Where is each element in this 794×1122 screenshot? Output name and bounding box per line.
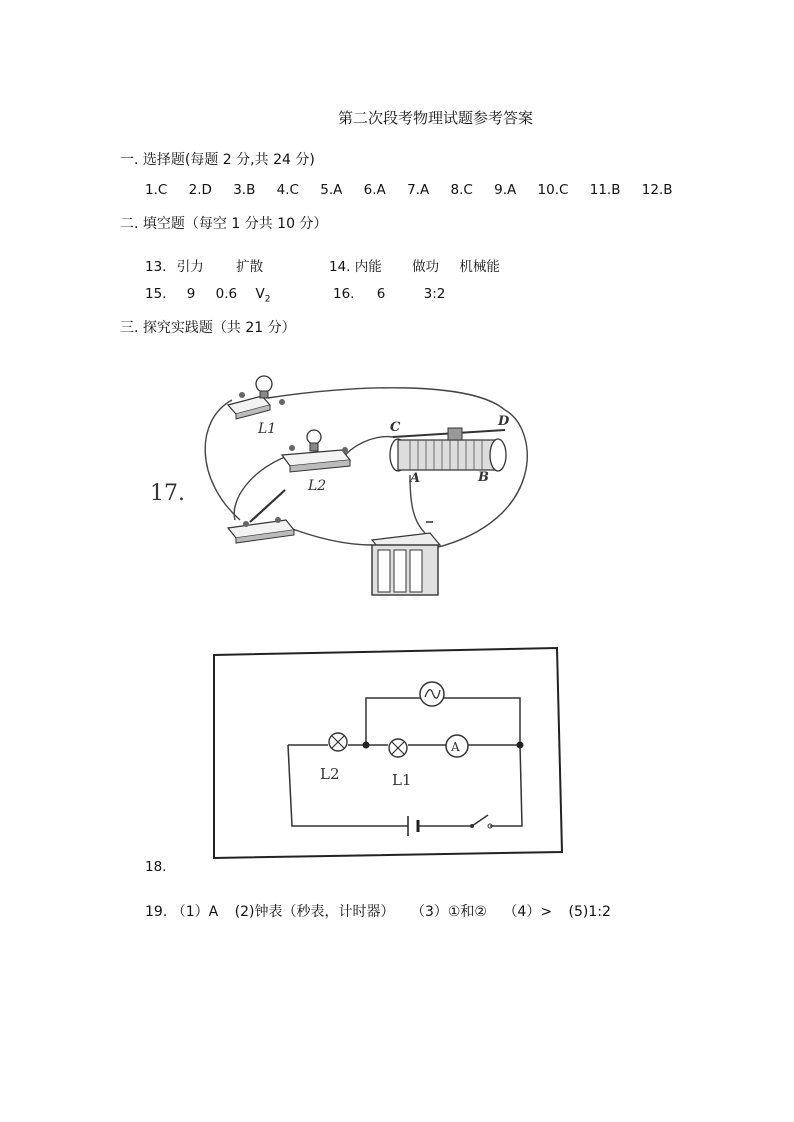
answer-9: 9.A <box>494 182 517 198</box>
q13-answer-a: 引力 <box>176 259 204 275</box>
q15-answer-b: 0.6 <box>215 286 238 302</box>
lamp-l1 <box>228 376 285 437</box>
switch-symbol <box>470 815 492 828</box>
answer-7: 7.A <box>407 182 430 198</box>
lamp-l1-symbol <box>389 739 412 789</box>
lamp-l2-symbol-label: L2 <box>320 765 340 783</box>
section2-heading: 二. 填空题（每空 1 分共 10 分） <box>120 216 328 232</box>
answer-2: 2.D <box>188 182 212 198</box>
battery-box <box>372 522 440 595</box>
answer-10: 10.C <box>537 182 569 198</box>
section1-heading: 一. 选择题(每题 2 分,共 24 分) <box>120 152 315 168</box>
q14-row <box>329 255 500 275</box>
q16-answer-a: 6 <box>376 286 386 302</box>
q18-wires <box>288 698 522 826</box>
terminal-b-label: B <box>478 470 489 485</box>
q18-label: 18. <box>145 859 167 875</box>
q15-answer-c <box>255 286 271 305</box>
answer-12: 12.B <box>641 182 673 198</box>
q19-row <box>145 901 611 921</box>
voltmeter <box>420 682 444 706</box>
q19-part2: (2)钟表（秒表，计时器） <box>234 904 395 920</box>
answer-4: 4.C <box>276 182 299 198</box>
lamp-l1-symbol-label: L1 <box>392 771 412 789</box>
answer-1: 1.C <box>145 182 168 198</box>
terminal-a-label: A <box>410 471 421 486</box>
q15-answer-c-letter: V <box>255 286 265 302</box>
answer-3: 3.B <box>233 182 256 198</box>
q14-number: 14. <box>329 259 351 275</box>
q17-label: 17. <box>150 481 185 506</box>
page-title: 第二次段考物理试题参考答案 <box>338 109 534 127</box>
q17-circuit-drawing <box>140 365 560 610</box>
lamp-l2-symbol <box>320 733 347 783</box>
q16-answer-b: 3:2 <box>423 286 446 302</box>
q19-part1: （1）A <box>171 904 219 920</box>
q19-part4: （4）> <box>503 904 553 920</box>
junction-left <box>363 742 370 749</box>
rheostat <box>390 414 510 486</box>
ammeter-label: A <box>451 740 460 754</box>
battery-symbol <box>408 816 418 836</box>
q15-answer-a: 9 <box>186 286 196 302</box>
answer-11: 11.B <box>589 182 621 198</box>
section3-heading: 三. 探究实践题（共 21 分） <box>120 320 296 336</box>
q14-answer-c: 机械能 <box>459 259 500 275</box>
junction-right <box>517 742 524 749</box>
lamp-l1-label: L1 <box>258 421 277 437</box>
q19-number: 19. <box>145 904 168 920</box>
q15-answer-c-subscript: 2 <box>264 294 271 305</box>
answer-5: 5.A <box>320 182 343 198</box>
lamp-l2-label: L2 <box>308 478 327 494</box>
q15-number: 15. <box>145 286 167 302</box>
q13-row <box>145 255 263 275</box>
q18-circuit-diagram <box>205 640 570 865</box>
section1-answers <box>145 182 673 198</box>
answer-6: 6.A <box>363 182 386 198</box>
terminal-d-label: D <box>498 414 510 429</box>
ammeter <box>446 735 468 757</box>
lamp-l2 <box>282 430 350 494</box>
terminal-c-label: C <box>390 420 401 435</box>
q13-answer-b: 扩散 <box>236 259 264 275</box>
q14-answer-b: 做功 <box>412 259 440 275</box>
q19-part5: (5)1:2 <box>568 904 611 920</box>
q16-row <box>333 286 445 302</box>
q19-part3: （3）①和② <box>410 904 487 920</box>
q15-row <box>145 286 270 305</box>
q13-number: 13. <box>145 259 167 275</box>
q14-answer-a: 内能 <box>354 259 382 275</box>
q16-number: 16. <box>333 286 355 302</box>
answer-8: 8.C <box>450 182 473 198</box>
